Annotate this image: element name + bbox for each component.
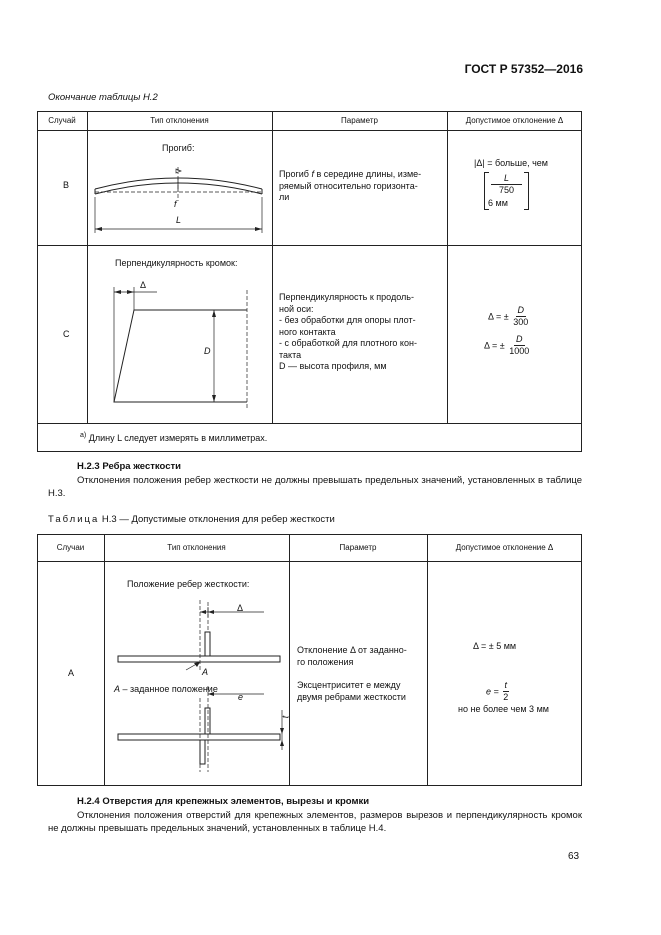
section-heading: Н.2.3 Ребра жесткости [77,461,181,472]
figure-title: Перпендикулярность кромок: [115,258,238,268]
column-header-parameter: Параметр [339,543,377,552]
tolerance-value: Δ = ± 5 мм [473,641,517,651]
column-header-parameter: Параметр [341,116,378,125]
label-delta: Δ [237,603,244,613]
parameter-text: Отклонение Δ от заданно- го положения [297,645,407,667]
label-delta: Δ [140,280,147,290]
figure-note: A – заданное положение [114,684,218,694]
label-e: e [238,692,244,702]
label-L: L [176,215,182,225]
column-header-deviation-type: Тип отклонения [167,543,226,552]
label-f: f [174,199,177,209]
table-footnote: $^{а)}$ Длину L следует измерять в миллиметрах. [80,432,268,443]
fraction-numerator: L [491,173,522,185]
column-header-tolerance: Допустимое отклонение Δ [465,116,564,125]
tolerance-formula-2: Δ = ± $\frac{D}{1000}$ [484,334,530,356]
figure-title: Прогиб: [162,143,195,153]
fraction-denominator: 750 [498,185,515,195]
tolerance-formula: e = $\frac{t}{2}$ [486,680,509,702]
perpendicularity-diagram [87,270,272,420]
column-header-case: Случай [48,116,76,125]
section-heading: Н.2.4 Отверстия для крепежных элементов, вырезы и кромки [77,796,370,807]
figure-title: Положение ребер жесткости: [127,579,250,589]
document-standard-number: ГОСТ Р 57352—2016 [464,62,583,76]
column-header-tolerance: Допустимое отклонение Δ [455,543,554,552]
page-number: 63 [568,851,580,862]
parameter-text: Эксцентриситет e между двумя ребрами жесткости [297,680,406,702]
section-paragraph: Отклонения положения отверстий для крепежных элементов, размеров вырезов и перпендикулярность кромок не должны превышать предельных значений, установленных в таблице Н.4. [48,810,582,834]
table-caption: Окончание таблицы Н.2 [48,92,158,103]
section-paragraph: Отклонения положения ребер жесткости не должны превышать предельных значений, установленных в таблице Н.3. [48,475,582,499]
column-header-case: Случаи [56,543,85,552]
tolerance-minimum: 6 мм [488,198,508,208]
case-label: С [63,329,70,339]
case-label: А [68,668,75,678]
tolerance-text: |Δ| = больше, чем [474,158,548,168]
label-A: A [202,667,209,677]
column-header-deviation-type: Тип отклонения [150,116,209,125]
parameter-text: Перпендикулярность к продоль- ной оси: - без обработки для опоры плот- ного контакта - с обработкой для плотного кон- такта D — высота профиля, мм [279,292,417,371]
label-t: t [280,715,291,719]
tolerance-limit: но не более чем 3 мм [458,704,549,714]
tolerance-formula-1: Δ = ± $\frac{D}{300}$ [488,305,529,327]
parameter-text: Прогиб f в середине длины, изме- ряемый относительно горизонта- ли [279,169,422,202]
table-caption: Таблица Н.3 — Допустимые отклонения для ребер жесткости [48,514,335,525]
case-label: В [63,180,70,190]
label-D: D [204,346,211,356]
